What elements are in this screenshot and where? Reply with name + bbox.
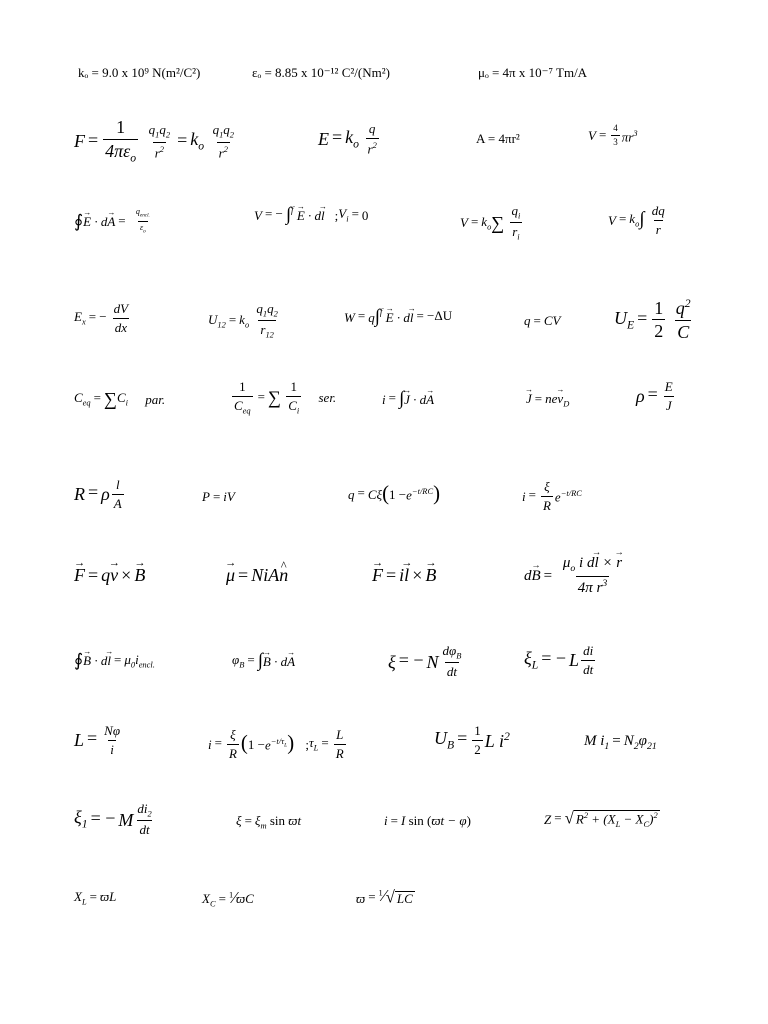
ac-emf-formula: $\xi = \xi_m$ sin ϖt	[236, 813, 302, 831]
coulomb-constant: kₒ = 9.0 x 10⁹ N(m²/C²)	[78, 65, 201, 80]
gauss-law-formula: ∮→ E · d→ A = $\frac{q_{encl.}}{\varepsilon_o}$	[74, 208, 154, 235]
capacitor-energy-formula: $U_E$ = $\frac{1}{2}$ $\frac{q^2}{C}$	[614, 297, 691, 342]
mutual-inductance-formula: M $i_1 = N_2\varphi_{21}$	[584, 733, 657, 752]
impedance-formula: Z = √ $R^2 + (X_L - X_C)^2$	[544, 808, 658, 829]
magnetic-moment-formula: → μ = NiA^ n	[226, 566, 288, 584]
lorentz-force-formula: → F = q→ v ×→ B	[74, 566, 145, 584]
power-formula: P = iV	[202, 489, 235, 504]
resistance-formula: R = ρ $\frac{l}{A}$	[74, 477, 122, 511]
resonance-frequency-formula: ϖ = $^1$∕√ LC	[356, 886, 413, 907]
permeability-constant: μₒ = 4π x 10⁻⁷ Tm/A	[478, 65, 588, 80]
force-on-wire-formula: → F = i→ l ×→ B	[372, 566, 436, 584]
sphere-area-formula: A = 4πr²	[476, 131, 520, 146]
continuous-charge-potential-formula: $V = k_o\int$ $\frac{dq}{r}$	[608, 203, 665, 237]
biot-savart-formula: d→ B = $\frac{\mu_o i d\to l \times \to r}{4\pi r^3}$	[524, 556, 626, 597]
point-charges-potential-formula: $V = k_o\sum$ $\frac{q_i}{r_i}$	[460, 203, 521, 243]
potential-line-integral-formula: V = − ∫f → E · d→ l $;V_i = 0$	[254, 206, 368, 225]
ampere-law-formula: ∮→ $B \cdot d\to l = \mu_0i_{encl.}$	[74, 652, 155, 670]
series-label: ser.	[318, 390, 337, 406]
inductive-reactance-formula: $X_L = ϖL$	[74, 889, 117, 907]
self-induced-emf-formula: $\xi_L$ = − L $\frac{di}{dt}$	[524, 643, 594, 677]
rc-current-formula: i = $\frac{\xi}{R}$ $e^{-t/RC}$	[522, 479, 582, 513]
faraday-law-formula: ξ = − N $\frac{d\varphi_B}{dt}$	[388, 643, 462, 680]
capacitive-reactance-formula: $X_C$ = $^1$∕ϖC	[202, 888, 254, 909]
current-density-integral-formula: i = ∫→ J · d→ A	[382, 390, 434, 409]
capacitance-formula: q = CV	[524, 313, 561, 328]
permittivity-constant: εₒ = 8.85 x 10⁻¹² C²/(Nm²)	[252, 65, 390, 80]
potential-energy-formula: $U_{12} = k_o$ $\frac{q_1q_2}{r_{12}}$	[208, 301, 278, 341]
coulomb-law-formula: F = $\frac{1}{4\pi\varepsilon_o}$ $\frac{q_1q_2}{r^2}$ = $k_o$ $\frac{q_1q_2}{r^2}$	[74, 117, 234, 165]
capacitors-parallel-formula: $C_{eq} = \sum C_i$ par.	[74, 389, 166, 409]
mutual-induced-emf-formula: $\xi_1$ = − M $\frac{di_2}{dt}$	[74, 801, 152, 838]
sphere-volume-formula: V = $\frac{4}{3}$ $\pi r^3$	[588, 123, 638, 148]
field-from-potential-formula: $E_x$ = − $\frac{dV}{dx}$	[74, 301, 129, 335]
rl-current-formula: i = $\frac{\xi}{R}$ $(1 -e^{-t/\tau_L})$ $;\tau_L$ = $\frac{L}{R}$	[208, 727, 344, 761]
ac-current-formula: i = I sin (ϖt − φ)	[384, 813, 471, 828]
magnetic-flux-formula: $\varphi_B$ = ∫→ B · d→ A	[232, 652, 295, 671]
inductance-formula: L = $\frac{N\varphi}{i}$	[74, 723, 121, 757]
current-density-formula: → $J = ne\to v_D$	[526, 392, 569, 408]
rc-charge-formula: $q = C\xi(1 -e^{-t/RC})$	[348, 482, 441, 505]
resistivity-formula: ρ = $\frac{E}{J}$	[636, 379, 673, 413]
work-formula: W = q∫f → E · d→ l = −ΔU	[344, 308, 455, 327]
capacitors-series-formula: $\frac{1}{C_{eq}}$ = ∑ $\frac{1}{C_i}$ ser.	[234, 379, 337, 416]
electric-field-formula: $E = k_o$ $\frac{q}{r^2}$	[318, 121, 377, 156]
inductor-energy-formula: $U_B$ = $\frac{1}{2}$ L $i^2$	[434, 723, 510, 757]
parallel-label: par.	[145, 391, 166, 407]
